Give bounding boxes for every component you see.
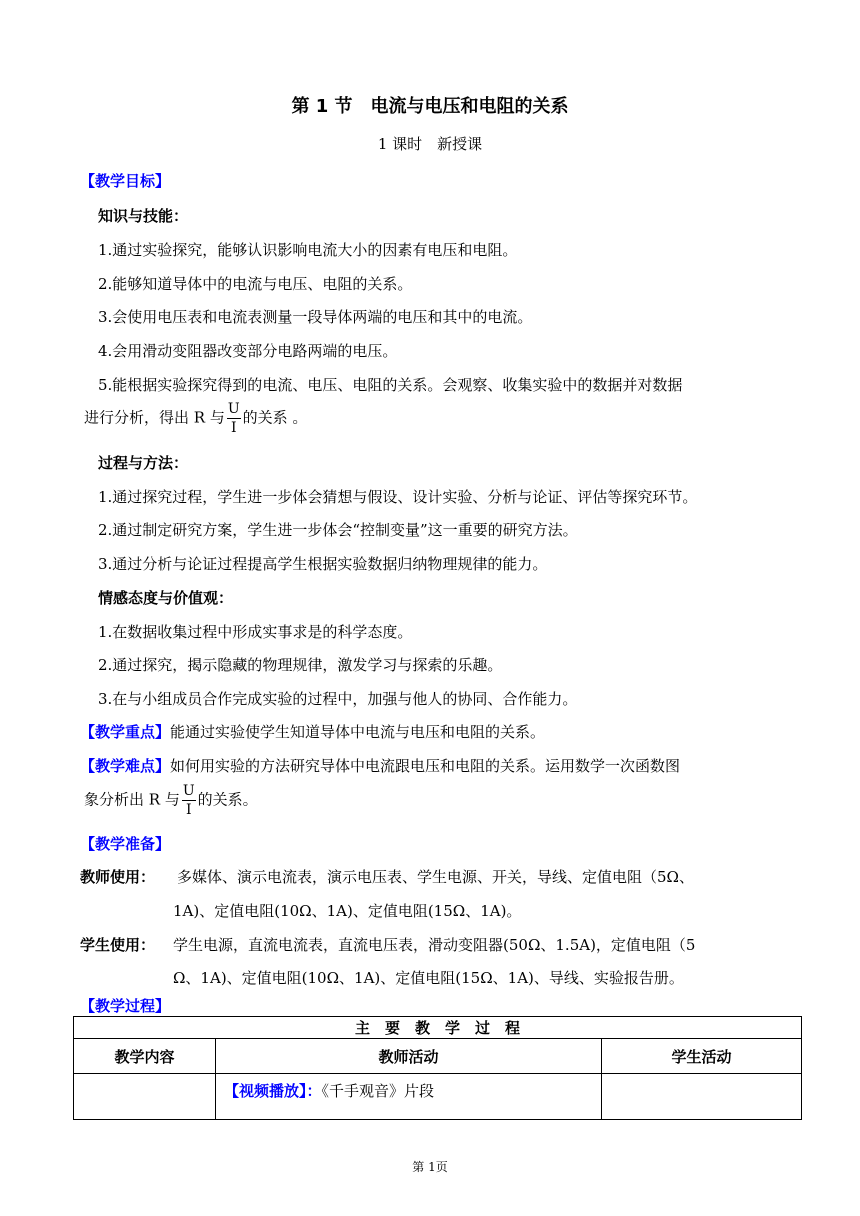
process-methods-heading: 过程与方法： (98, 454, 189, 472)
knowledge-item: 4.会用滑动变阻器改变部分电路两端的电压。 (98, 342, 398, 360)
page-title: 第 1 节 电流与电压和电阻的关系 (291, 96, 569, 117)
key-point (80, 721, 545, 742)
fraction-numerator: U (182, 783, 195, 799)
difficulty-text-before: 象分析出 R 与 (84, 790, 180, 809)
difficulty-label: 【教学难点】 (80, 757, 171, 775)
difficulty-continuation (84, 784, 258, 817)
teacher-materials: 多媒体、演示电流表，演示电压表、学生电源、开关，导线、定值电阻（5Ω、 (177, 868, 694, 886)
preparation-heading: 【教学准备】 (80, 835, 171, 853)
column-header-teacher: 教师活动 (216, 1039, 602, 1074)
page-number: 第 1页 (412, 1160, 448, 1174)
table-caption: 主 要 教 学 过 程 (74, 1017, 802, 1039)
teacher-label: 教师使用： (80, 868, 156, 886)
process-heading: 【教学过程】 (80, 997, 171, 1015)
table-cell (74, 1074, 216, 1120)
video-tag: 【视频播放】： (224, 1082, 322, 1100)
key-point-text: 能通过实验使学生知道导体中电流与电压和电阻的关系。 (170, 723, 546, 741)
page-subtitle: 1 课时 新授课 (377, 135, 483, 153)
u-over-i-fraction (182, 784, 196, 817)
knowledge-item: 3.会使用电压表和电流表测量一段导体两端的电压和其中的电流。 (98, 308, 533, 326)
teaching-process-table (73, 1016, 802, 1120)
teacher-materials: 1A)、定值电阻(10Ω、1A)、定值电阻(15Ω、1A)。 (173, 902, 522, 920)
difficulty (80, 755, 680, 776)
video-title: 《千手观音》片段 (321, 1082, 435, 1100)
item5-text-after: 的关系 。 (242, 408, 308, 427)
difficulty-text: 如何用实验的方法研究导体中电流跟电压和电阻的关系。运用数学一次函数图 (170, 757, 681, 775)
process-item: 1.通过探究过程，学生进一步体会猜想与假设、设计实验、分析与论证、评估等探究环节。 (98, 488, 698, 506)
knowledge-item-5-continuation (84, 402, 307, 435)
u-over-i-fraction (227, 402, 241, 435)
table-cell (216, 1074, 602, 1120)
process-item: 2.通过制定研究方案，学生进一步体会“控制变量”这一重要的研究方法。 (98, 521, 578, 539)
item5-text-before: 进行分析，得出 R 与 (84, 408, 225, 427)
fraction-denominator: I (230, 420, 237, 436)
knowledge-item: 2.能够知道导体中的电流与电压、电阻的关系。 (98, 275, 413, 293)
student-label: 学生使用： (80, 936, 156, 954)
key-point-label: 【教学重点】 (80, 723, 171, 741)
emotion-item: 2.通过探究，揭示隐藏的物理规律，激发学习与探索的乐趣。 (98, 656, 503, 674)
fraction-numerator: U (227, 401, 240, 417)
knowledge-item: 1.通过实验探究，能够认识影响电流大小的因素有电压和电阻。 (98, 241, 518, 259)
emotion-item: 1.在数据收集过程中形成实事求是的科学态度。 (98, 623, 413, 641)
goals-heading: 【教学目标】 (80, 172, 171, 190)
column-header-content: 教学内容 (74, 1039, 216, 1074)
difficulty-text-after: 的关系。 (197, 790, 258, 809)
knowledge-item: 5.能根据实验探究得到的电流、电压、电阻的关系。会观察、收集实验中的数据并对数据 (98, 376, 683, 394)
fraction-denominator: I (185, 802, 192, 818)
table-cell (602, 1074, 802, 1120)
process-item: 3.通过分析与论证过程提高学生根据实验数据归纳物理规律的能力。 (98, 555, 548, 573)
knowledge-heading: 知识与技能： (98, 207, 189, 225)
student-materials: 学生电源，直流电流表，直流电压表，滑动变阻器(50Ω、1.5A)，定值电阻（5 (173, 936, 696, 954)
emotion-item: 3.在与小组成员合作完成实验的过程中，加强与他人的协同、合作能力。 (98, 690, 578, 708)
student-materials: Ω、1A)、定值电阻(10Ω、1A)、定值电阻(15Ω、1A)、导线、实验报告册。 (173, 969, 684, 987)
emotion-heading: 情感态度与价值观： (98, 589, 234, 607)
column-header-student: 学生活动 (602, 1039, 802, 1074)
